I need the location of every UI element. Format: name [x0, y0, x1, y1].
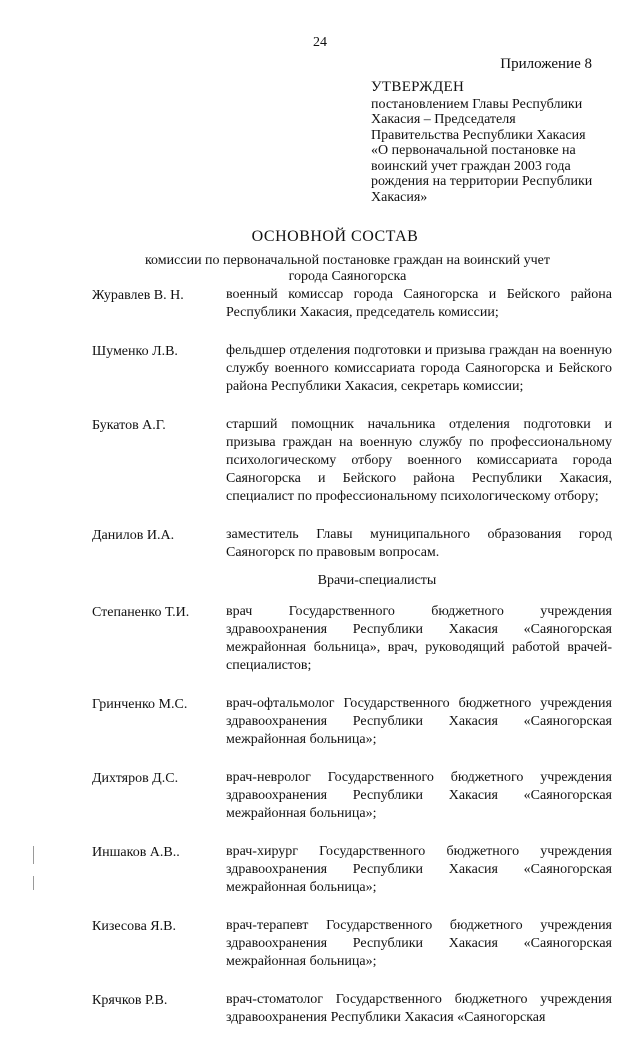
- approval-line: Хакасия»: [371, 189, 428, 205]
- doctor-row: [92, 695, 612, 749]
- doctor-role: врач-стоматолог Государственного бюджетного учреждения здравоохранения Республики Хакасия «Саяногорская: [226, 992, 612, 1025]
- approval-heading: УТВЕРЖДЕН: [371, 79, 465, 95]
- document-title: ОСНОВНОЙ СОСТАВ: [251, 228, 419, 245]
- subtitle-line: комиссии по первоначальной постановке граждан на воинский учет: [144, 253, 551, 268]
- member-row: [92, 416, 612, 506]
- doctor-name: Крячков Р.В.: [92, 993, 168, 1008]
- scan-edge-mark: [33, 876, 34, 890]
- doctor-role: врач-невролог Государственного бюджетного учреждения здравоохранения Республики Хакасия «Саяногорская межрайонная больница»;: [226, 770, 612, 821]
- approval-line: рождения на территории Республики: [371, 174, 593, 189]
- doctor-row: [92, 603, 612, 675]
- member-row: [92, 342, 612, 396]
- members-list: [92, 286, 612, 1047]
- appendix-label: Приложение 8: [500, 56, 592, 72]
- member-row: [92, 286, 612, 322]
- member-role: фельдшер отделения подготовки и призыва граждан на военную службу военного комиссариата города Саяногорска и Бейского района Республики Хакасия, секретарь комиссии;: [226, 343, 612, 394]
- member-name: Букатов А.Г.: [92, 418, 166, 433]
- document-subtitle: [55, 253, 640, 285]
- member-name: Журавлев В. Н.: [92, 288, 184, 303]
- doctor-row: [92, 917, 612, 971]
- title-block: [0, 228, 640, 285]
- doctor-role: врач-терапевт Государственного бюджетного учреждения здравоохранения Республики Хакасия «Саяногорская межрайонная больница»;: [226, 918, 612, 969]
- approval-block: [371, 80, 616, 205]
- approval-line: воинский учет граждан 2003 года: [371, 158, 571, 174]
- doctor-role: врач-хирург Государственного бюджетного учреждения здравоохранения Республики Хакасия «Саяногорская межрайонная больница»;: [226, 844, 612, 895]
- doctor-name: Дихтяров Д.С.: [92, 771, 179, 786]
- doctor-name: Кизесова Я.В.: [92, 919, 176, 934]
- page-number: 24: [313, 35, 327, 50]
- doctor-name: Степаненко Т.И.: [92, 605, 190, 620]
- approval-line: Правительства Республики Хакасия: [371, 127, 586, 143]
- section-heading: Врачи-специалисты: [317, 573, 437, 588]
- approval-line: «О первоначальной постановке на: [371, 143, 576, 158]
- scan-edge-mark: [33, 846, 34, 864]
- doctor-row: [92, 991, 612, 1027]
- member-role: заместитель Главы муниципального образования город Саяногорск по правовым вопросам.: [226, 527, 612, 560]
- subtitle-line: города Саяногорска: [288, 269, 407, 284]
- doctor-role: врач-офтальмолог Государственного бюджетного учреждения здравоохранения Республики Хакасия «Саяногорская межрайонная больница»;: [226, 696, 612, 747]
- member-role: старший помощник начальника отделения подготовки и призыва граждан на военную службу по профессиональному психологическому отбору военного комиссариата города Саяногорска и Бейского района Республики Хакасия, специалист по профессиональному психологическому отбору;: [226, 417, 612, 504]
- doctor-row: [92, 843, 612, 897]
- doctor-role: врач Государственного бюджетного учреждения здравоохранения Республики Хакасия «Саяногорская межрайонная больница», врач, руководящий работой врачей-специалистов;: [226, 604, 612, 673]
- member-name: Шуменко Л.В.: [92, 344, 178, 359]
- doctor-name: Иншаков А.В..: [92, 845, 180, 860]
- member-role: военный комиссар города Саяногорска и Бейского района Республики Хакасия, председатель комиссии;: [226, 287, 612, 320]
- member-row: [92, 526, 612, 562]
- member-name: Данилов И.А.: [92, 528, 175, 543]
- approval-line: постановлением Главы Республики: [371, 96, 583, 112]
- approval-line: Хакасия – Председателя: [371, 112, 516, 127]
- doctor-row: [92, 769, 612, 823]
- doctor-name: Гринченко М.С.: [92, 697, 188, 712]
